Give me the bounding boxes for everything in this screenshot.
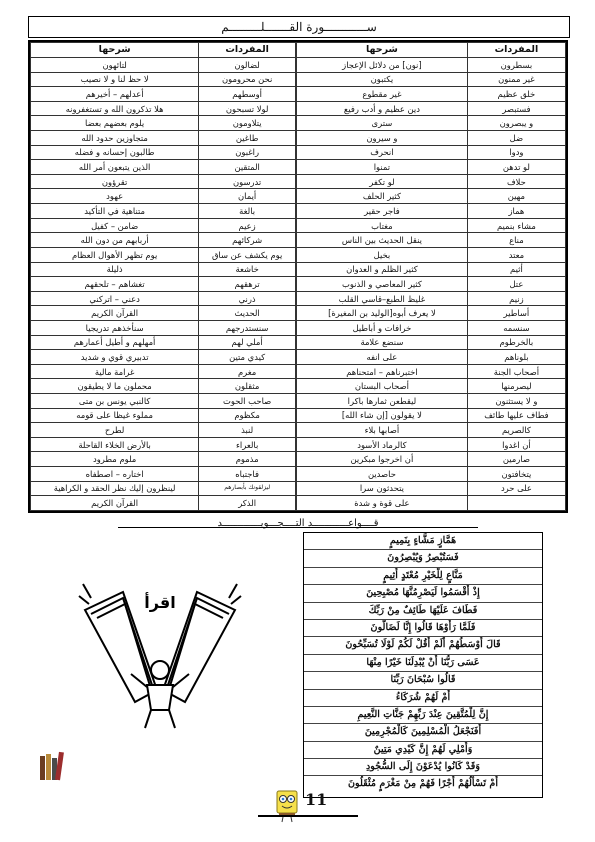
vocab-meaning: يوم تظهر الأهوال العظام	[31, 247, 199, 262]
vocab-row	[297, 189, 566, 204]
vocab-meaning: بالأرض الخلاء القاحلة	[31, 437, 199, 452]
vocab-word: زنيم	[467, 291, 565, 306]
page-title: ســــــــــــورة القـــــــلـــــــــم	[28, 16, 570, 38]
vocab-row	[31, 481, 296, 496]
vocab-meaning: حاصدين	[297, 467, 468, 482]
tajweed-example: فَلَمَّا رَأَوْهَا قَالُوا إِنَّا لَضَالُّونَ	[304, 620, 542, 637]
vocab-word	[467, 496, 565, 511]
books-icon	[38, 750, 64, 782]
vocab-table-right	[296, 42, 566, 511]
tajweed-example: قَالَ أَوْسَطُهُمْ أَلَمْ أَقُلْ لَكُمْ لَوْلَا تُسَبِّحُونَ	[304, 637, 542, 654]
vocab-row	[297, 131, 566, 146]
vocab-row	[297, 481, 566, 496]
vocab-meaning: متناهية في التأكيد	[31, 204, 199, 219]
vocab-word: عتل	[467, 277, 565, 292]
vocab-row	[31, 277, 296, 292]
vocab-row	[297, 350, 566, 365]
column-header-word: المفردات	[467, 43, 565, 58]
tajweed-example: هَمَّازٍ مَشَّاءٍ بِنَمِيمٍ	[304, 533, 542, 550]
vocab-row	[31, 394, 296, 409]
tajweed-example: مَنَّاعٍ لِلْخَيْرِ مُعْتَدٍ أَثِيمٍ	[304, 568, 542, 585]
vocab-row	[297, 437, 566, 452]
vocab-row	[297, 72, 566, 87]
vocab-word: خاشعة	[199, 262, 296, 277]
vocab-row	[31, 72, 296, 87]
vocab-row	[31, 233, 296, 248]
vocab-row	[297, 306, 566, 321]
tajweed-example: إِذْ أَقْسَمُوا لَيَصْرِمُنَّهَا مُصْبِحِينَ	[304, 585, 542, 602]
vocab-row	[297, 116, 566, 131]
vocab-meaning: تقرؤون	[31, 174, 199, 189]
vocab-word: ودوا	[467, 145, 565, 160]
vocab-row	[297, 277, 566, 292]
vocab-word: تدرسون	[199, 174, 296, 189]
tajweed-example: أَفَنَجْعَلُ الْمُسْلِمِينَ كَالْمُجْرِمِينَ	[304, 724, 542, 741]
vocab-meaning: غرامة مالية	[31, 364, 199, 379]
vocab-word: غير ممنون	[467, 72, 565, 87]
vocab-row	[31, 204, 296, 219]
vocab-meaning: خرافات و أباطيل	[297, 320, 468, 335]
vocab-word: طاغين	[199, 131, 296, 146]
vocab-meaning: تغشاهم – تلحقهم	[31, 277, 199, 292]
vocab-word: فطاف عليها طائف	[467, 408, 565, 423]
vocab-row	[31, 379, 296, 394]
vocab-row	[297, 58, 566, 73]
vocab-meaning: كثير الحلف	[297, 189, 468, 204]
vocab-word: خلق عظيم	[467, 87, 565, 102]
vocab-word: الذكر	[199, 496, 296, 511]
vocab-row	[297, 452, 566, 467]
vocab-word: و لا يستثنون	[467, 394, 565, 409]
vocab-row	[297, 320, 566, 335]
vocab-word: بالغة	[199, 204, 296, 219]
vocab-word: بالعراء	[199, 437, 296, 452]
vocab-word: فستبصر	[467, 101, 565, 116]
vocab-meaning: أصحاب البستان	[297, 379, 468, 394]
vocab-row	[297, 291, 566, 306]
vocab-meaning: لطرح	[31, 423, 199, 438]
vocab-word: مغرم	[199, 364, 296, 379]
vocab-row	[31, 467, 296, 482]
tajweed-examples-box	[303, 532, 543, 798]
vocab-meaning: ذليلة	[31, 262, 199, 277]
vocab-meaning: لتائهون	[31, 58, 199, 73]
vocab-meaning: محملون ما لا يطيقون	[31, 379, 199, 394]
vocab-meaning: ضامن – كفيل	[31, 218, 199, 233]
illustration-label: اقرأ	[144, 593, 176, 612]
vocab-word: بلوناهم	[467, 350, 565, 365]
vocab-word: حلاف	[467, 174, 565, 189]
reading-child-illustration	[65, 570, 255, 730]
vocab-word: ترهقهم	[199, 277, 296, 292]
vocab-row	[31, 496, 296, 511]
vocab-row	[31, 58, 296, 73]
vocab-row	[31, 247, 296, 262]
tajweed-example: فَسَتُبْصِرُ وَيُبْصِرُونَ	[304, 550, 542, 567]
vocab-word: معتد	[467, 247, 565, 262]
vocab-meaning: يكتبون	[297, 72, 468, 87]
vocab-meaning: أربابهم من دون الله	[31, 233, 199, 248]
vocab-meaning: على قوة و شدة	[297, 496, 468, 511]
vocab-meaning: القرآن الكريم	[31, 496, 199, 511]
vocab-meaning: كالنبي يونس بن متى	[31, 394, 199, 409]
vocab-meaning: لو تكفر	[297, 174, 468, 189]
vocab-row	[31, 423, 296, 438]
vocab-word: كالصريم	[467, 423, 565, 438]
vocab-word: بالخرطوم	[467, 335, 565, 350]
vocab-row	[31, 437, 296, 452]
vocab-word: يوم يكشف عن ساق	[199, 247, 296, 262]
vocab-row	[297, 423, 566, 438]
vocab-word: أوسطهم	[199, 87, 296, 102]
vocab-word: زعيم	[199, 218, 296, 233]
vocab-meaning: لا يقولون [إن شاء الله]	[297, 408, 468, 423]
vocab-row	[31, 218, 296, 233]
vocab-word: المتقين	[199, 160, 296, 175]
vocab-meaning: كالرماد الأسود	[297, 437, 468, 452]
vocab-word: لضالون	[199, 58, 296, 73]
vocab-word: مشاء بنميم	[467, 218, 565, 233]
vocab-row	[297, 335, 566, 350]
section-title: قــــواعــــــــــــد التــــجـــويـــــــــــــد	[28, 516, 568, 531]
vocab-meaning: بخيل	[297, 247, 468, 262]
tajweed-example: أَمْ تَسْأَلُهُمْ أَجْرًا فَهُمْ مِنْ مَغْرَمٍ مُثْقَلُونَ	[348, 778, 498, 790]
vocab-word: الحديث	[199, 306, 296, 321]
vocab-row	[31, 160, 296, 175]
vocab-row	[297, 233, 566, 248]
vocab-meaning: فاجر حقير	[297, 204, 468, 219]
vocab-meaning: أصابها بلاء	[297, 423, 468, 438]
vocab-meaning: لا يعرف أبوه[الوليد بن المغيرة]	[297, 306, 468, 321]
vocab-row	[31, 364, 296, 379]
vocab-word: كيدي متين	[199, 350, 296, 365]
vocab-row	[297, 204, 566, 219]
vocab-row	[297, 145, 566, 160]
vocab-row	[31, 408, 296, 423]
vocab-meaning: دعني – اتركني	[31, 291, 199, 306]
vocab-word: هماز	[467, 204, 565, 219]
column-header-meaning: شرحها	[297, 43, 468, 58]
vocab-meaning: كثير الظلم و العدوان	[297, 262, 468, 277]
vocab-word: أصحاب الجنة	[467, 364, 565, 379]
vocab-word: يتلاومون	[199, 116, 296, 131]
vocab-row	[31, 320, 296, 335]
vocab-row	[31, 145, 296, 160]
vocab-row	[31, 306, 296, 321]
vocab-row	[297, 364, 566, 379]
vocab-meaning: متجاوزين حدود الله	[31, 131, 199, 146]
vocab-row	[31, 101, 296, 116]
vocab-meaning: كثير المعاصي و الذنوب	[297, 277, 468, 292]
vocab-meaning: الذين يتبعون أمر الله	[31, 160, 199, 175]
vocab-word: أملي لهم	[199, 335, 296, 350]
vocab-row	[297, 174, 566, 189]
vocab-meaning: غير مقطوع	[297, 87, 468, 102]
vocab-row	[31, 452, 296, 467]
vocab-word: مهين	[467, 189, 565, 204]
vocab-meaning: هلا تذكرون الله و تستغفرونه	[31, 101, 199, 116]
vocab-word: و يبصرون	[467, 116, 565, 131]
vocab-row	[297, 496, 566, 511]
vocab-row	[31, 174, 296, 189]
vocab-row	[297, 247, 566, 262]
vocab-row	[297, 218, 566, 233]
vocab-row	[297, 262, 566, 277]
vocab-word: لو تدهن	[467, 160, 565, 175]
column-header-word: المفردات	[199, 43, 296, 58]
vocab-meaning: سترى	[297, 116, 468, 131]
vocab-word: مكظوم	[199, 408, 296, 423]
vocab-meaning: لينظرون إليك نظر الحقد و الكراهية	[31, 481, 199, 496]
vocab-word: صارمين	[467, 452, 565, 467]
vocab-word: ليصرمنها	[467, 379, 565, 394]
vocab-word: أن اغدوا	[467, 437, 565, 452]
vocab-row	[31, 87, 296, 102]
vocab-meaning: على انفه	[297, 350, 468, 365]
vocab-meaning: تدبيري قوي و شديد	[31, 350, 199, 365]
vocab-row	[297, 408, 566, 423]
vocab-row	[297, 394, 566, 409]
vocab-row	[297, 101, 566, 116]
vocab-row	[297, 379, 566, 394]
vocab-word: ذرني	[199, 291, 296, 306]
vocab-word: سنسمه	[467, 320, 565, 335]
page-number-underline	[258, 815, 358, 817]
vocab-meaning: دين عظيم و أدب رفيع	[297, 101, 468, 116]
vocab-word: لنبذ	[199, 423, 296, 438]
vocab-word: راغبون	[199, 145, 296, 160]
vocab-word: سنستدرجهم	[199, 320, 296, 335]
vocab-row	[297, 87, 566, 102]
vocab-meaning: يلوم بعضهم بعضا	[31, 116, 199, 131]
tajweed-example: عَسَى رَبُّنَا أَنْ يُبْدِلَنَا خَيْرًا مِنْهَا	[304, 655, 542, 672]
vocab-meaning: لا حظ لنا و لا نصيب	[31, 72, 199, 87]
vocab-meaning: ليقطعن ثمارها باكرا	[297, 394, 468, 409]
page-number: 11	[305, 790, 328, 809]
vocab-table-left	[30, 42, 296, 511]
vocab-row	[31, 131, 296, 146]
vocab-row	[31, 262, 296, 277]
vocab-word: نحن محرومون	[199, 72, 296, 87]
vocab-word: ليزلقونك بأبصارهم	[199, 481, 296, 496]
vocab-meaning: ينقل الحديث بين الناس	[297, 233, 468, 248]
tajweed-example: فَطَافَ عَلَيْهَا طَائِفٌ مِنْ رَبِّكَ	[304, 603, 542, 620]
vocab-row	[31, 291, 296, 306]
vocab-meaning: عهود	[31, 189, 199, 204]
vocab-word: لولا تسبحون	[199, 101, 296, 116]
vocab-word: على حرد	[467, 481, 565, 496]
vocab-meaning: ملوم مطرود	[31, 452, 199, 467]
tajweed-example: وَأُمْلِي لَهُمْ إِنَّ كَيْدِي مَتِينٌ	[304, 742, 542, 759]
vocab-word: مثقلون	[199, 379, 296, 394]
vocab-meaning: [نون] من دلائل الإعجاز	[297, 58, 468, 73]
vocab-row	[31, 335, 296, 350]
vocab-word: أساطير	[467, 306, 565, 321]
vocab-meaning: سنضع علامة	[297, 335, 468, 350]
tajweed-example: أَمْ لَهُمْ شُرَكَاءُ	[304, 690, 542, 707]
vocab-meaning: يتحدثون سرا	[297, 481, 468, 496]
vocab-word: ضل	[467, 131, 565, 146]
vocab-row	[297, 467, 566, 482]
vocab-meaning: غليظ الطبع–قاسي القلب	[297, 291, 468, 306]
vocabulary-table	[28, 40, 568, 513]
tajweed-example: إِنَّ لِلْمُتَّقِينَ عِنْدَ رَبِّهِمْ جَنَّاتِ النَّعِيمِ	[304, 707, 542, 724]
vocab-row	[297, 160, 566, 175]
tajweed-example: قَالُوا سُبْحَانَ رَبِّنَا	[304, 672, 542, 689]
vocab-row	[31, 350, 296, 365]
vocab-word: صاحب الحوت	[199, 394, 296, 409]
vocab-word: أيمان	[199, 189, 296, 204]
vocab-meaning: سنأخذهم تدريجيا	[31, 320, 199, 335]
vocab-meaning: مغتاب	[297, 218, 468, 233]
vocab-word: فاجتباه	[199, 467, 296, 482]
vocab-row	[31, 116, 296, 131]
tajweed-example: وَقَدْ كَانُوا يُدْعَوْنَ إِلَى السُّجُودِ	[304, 759, 542, 776]
vocab-meaning: مملوء غيظا على قومه	[31, 408, 199, 423]
vocab-word: شركائهم	[199, 233, 296, 248]
column-header-meaning: شرحها	[31, 43, 199, 58]
vocab-meaning: انحرف	[297, 145, 468, 160]
vocab-meaning: أن اخرجوا مبكرين	[297, 452, 468, 467]
vocab-word: مناع	[467, 233, 565, 248]
vocab-word: يتخافتون	[467, 467, 565, 482]
vocab-meaning: تمنوا	[297, 160, 468, 175]
vocab-meaning: أمهلهم و أطيل أعمارهم	[31, 335, 199, 350]
vocab-meaning: و سيرون	[297, 131, 468, 146]
vocab-meaning: أعدلهم – أخيرهم	[31, 87, 199, 102]
vocab-word: بسطرون	[467, 58, 565, 73]
sponge-character-icon	[272, 788, 302, 824]
vocab-row	[31, 189, 296, 204]
vocab-word: مذموم	[199, 452, 296, 467]
vocab-meaning: اختبرناهم – امتحناهم	[297, 364, 468, 379]
vocab-meaning: اختاره – اصطفاه	[31, 467, 199, 482]
vocab-word: أثيم	[467, 262, 565, 277]
vocab-meaning: طالبون إحسانه و فضله	[31, 145, 199, 160]
vocab-meaning: القرآن الكريم	[31, 306, 199, 321]
